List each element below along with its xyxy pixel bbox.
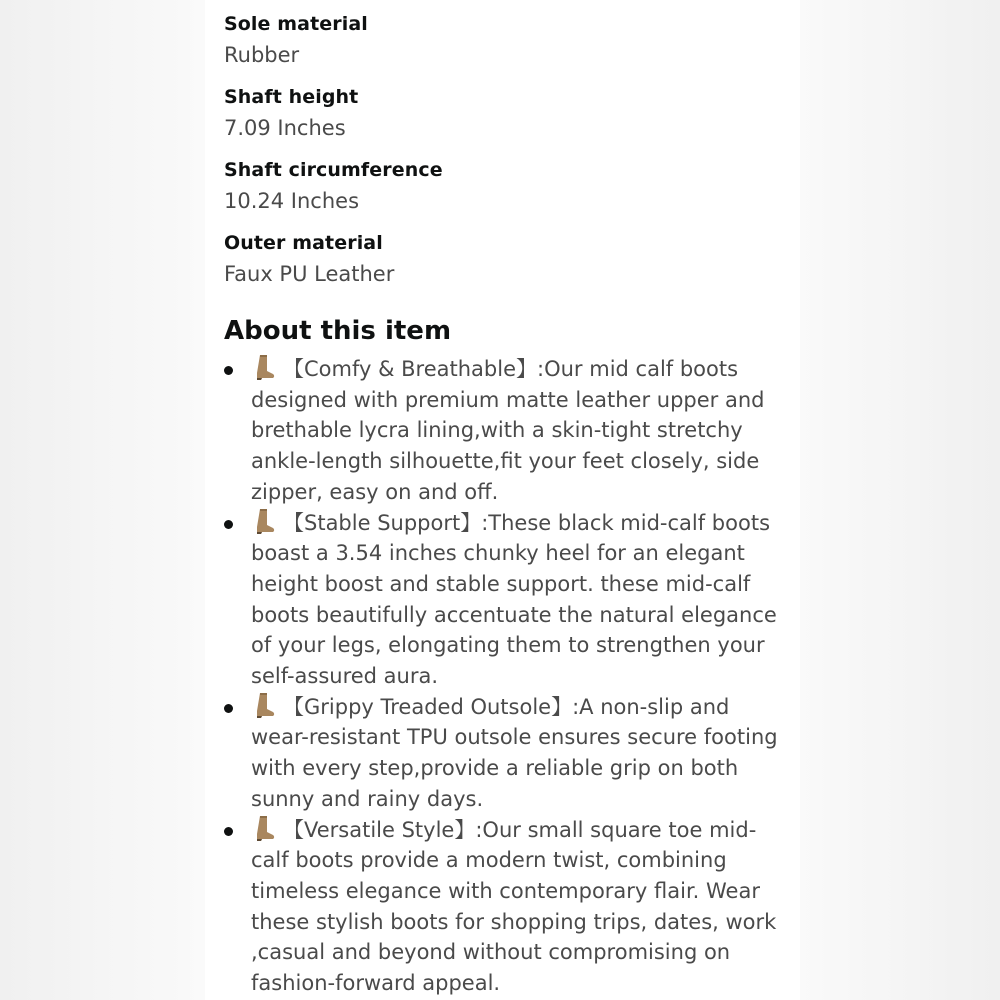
list-item [224,815,784,999]
background-right [795,0,1000,1000]
spec-value: Rubber [224,43,300,67]
bullet-text: 【Stable Support】:These black mid-calf boots boast a 3.54 inches chunky heel for an elegant height boost and stable support. these mid-calf boots beautifully accentuate the natural elegance of your legs, elongating them to strengthen your self-assured aura. [251,510,777,689]
bullet-text: 【Grippy Treaded Outsole】:A non-slip and wear-resistant TPU outsole ensures secure footing with every step,provide a reliable grip on both sunny and rainy days. [251,694,778,811]
bullet-dot [224,520,233,529]
spec-outer-material [224,231,394,289]
bullet-dot [224,366,233,375]
background-left [0,0,205,1000]
spec-label: Shaft height [224,86,359,108]
boot-icon [251,508,275,534]
bullet-text: 【Comfy & Breathable】:Our mid calf boots designed with premium matte leather upper and brethable lycra lining,with a skin-tight stretchy ankle-length silhouette,fit your feet closely, side zipper, easy on and off. [251,357,765,504]
list-item [224,508,784,692]
spec-value: Faux PU Leather [224,262,395,286]
bullet-dot [224,704,233,713]
list-item [224,692,784,815]
boot-icon [251,815,275,841]
bullet-dot [224,827,233,836]
about-bullet-list [224,354,784,999]
spec-value: 7.09 Inches [224,116,346,140]
spec-label: Outer material [224,232,383,254]
spec-shaft-height [224,85,358,143]
boot-icon [251,692,275,718]
spec-shaft-circumference [224,158,443,216]
spec-label: Sole material [224,13,368,35]
about-section-title: About this item [224,316,452,346]
spec-label: Shaft circumference [224,159,443,181]
spec-sole-material [224,12,368,70]
spec-value: 10.24 Inches [224,189,360,213]
product-details-panel [205,0,800,1000]
list-item [224,354,784,508]
boot-icon [251,354,275,380]
bullet-text: 【Versatile Style】:Our small square toe mid-calf boots provide a modern twist, combining timeless elegance with contemporary flair. Wear these stylish boots for shopping trips, dates, work ,casual and beyond without compromising on fashion-forward appeal. [251,817,777,996]
